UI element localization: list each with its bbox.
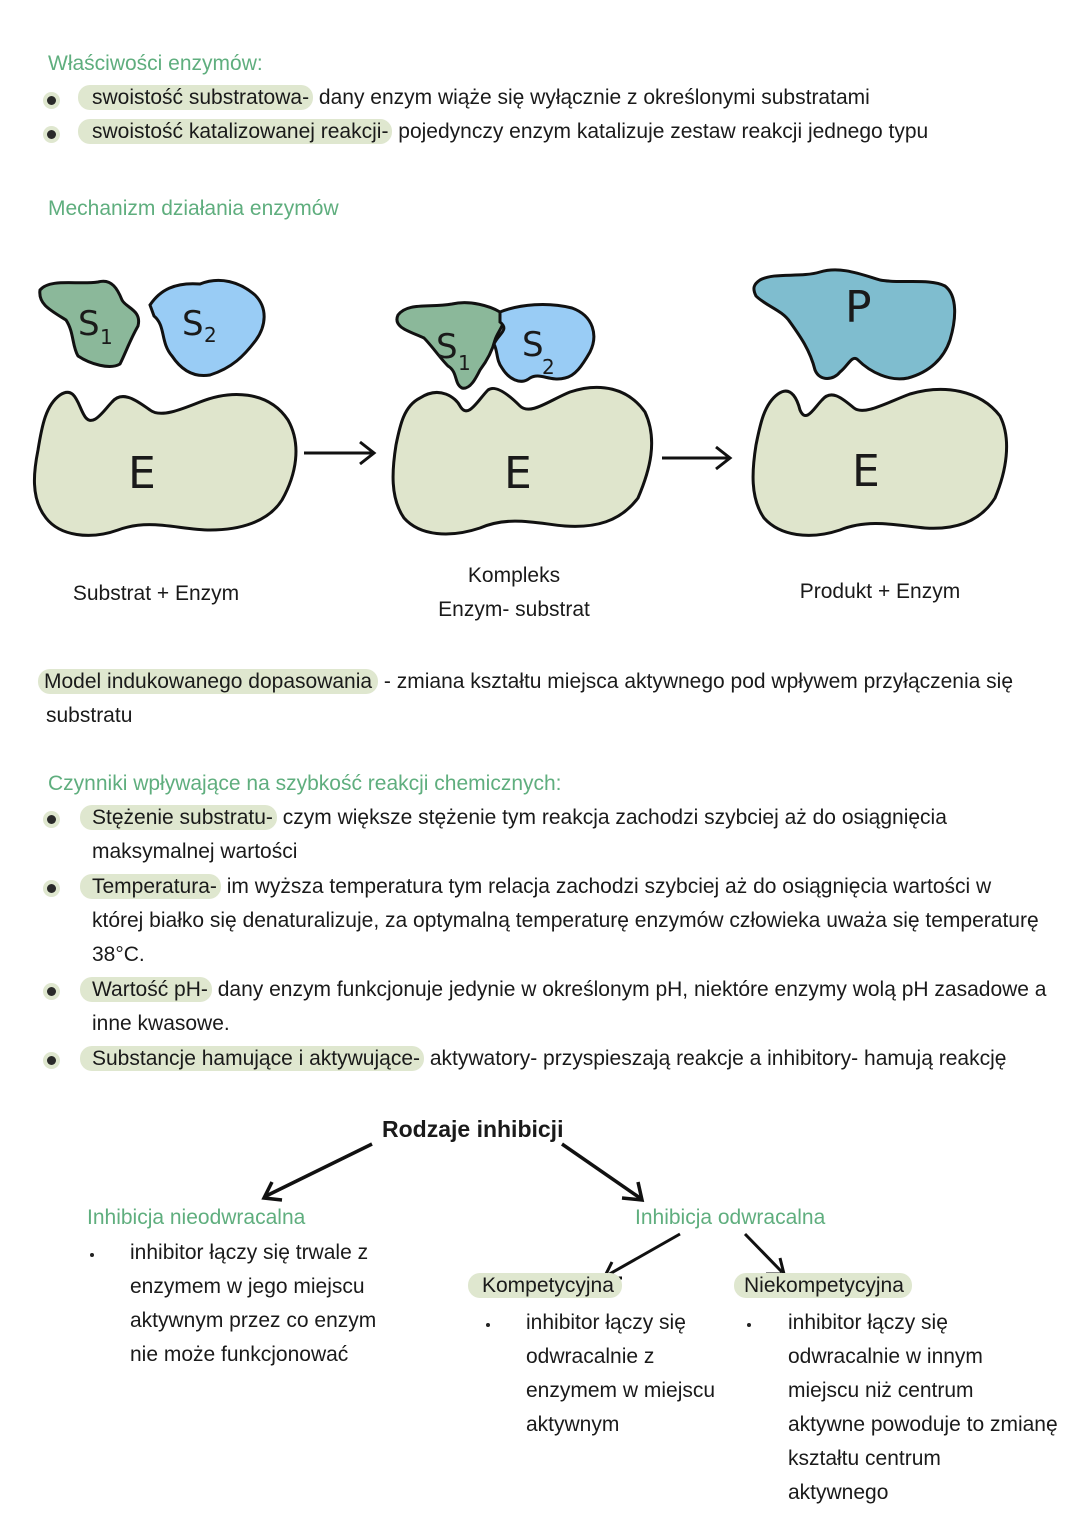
irreversible-line: inhibitor łączy się trwale z <box>130 1241 369 1264</box>
irreversible-line: aktywnym przez co enzym <box>130 1309 377 1332</box>
arrow-icon <box>745 1234 784 1274</box>
s2-label: S <box>522 325 544 365</box>
bullet-icon <box>47 96 56 105</box>
s1-index: 1 <box>458 351 471 375</box>
s1-label: S <box>78 304 100 344</box>
factors-heading: Czynniki wpływające na szybkość reakcji chemicznych: <box>48 772 562 795</box>
properties-heading: Właściwości enzymów: <box>48 52 263 75</box>
induced-fit-line2: substratu <box>46 704 133 727</box>
mechanism-diagram <box>0 260 1080 560</box>
competitive-line: enzymem w miejscu <box>526 1379 716 1402</box>
factor-item-2-cont: której białko się denaturalizuje, za optymalną temperaturę enzymów człowieka uważa się temperaturę <box>92 909 1039 932</box>
bullet-icon <box>747 1323 751 1327</box>
noncompetitive-line: miejscu niż centrum <box>788 1379 974 1402</box>
competitive-line: aktywnym <box>526 1413 620 1436</box>
property-item-2 <box>78 120 928 144</box>
factor-desc: im wyższa temperatura tym relacja zachodzi szybciej aż do osiągnięcia wartości w <box>220 875 992 898</box>
caption-complex-line2: Enzym- substrat <box>438 598 590 621</box>
caption-complex-line1: Kompleks <box>467 564 561 587</box>
property-desc: dany enzym wiąże się wyłącznie z określonymi substratami <box>313 86 870 109</box>
induced-fit-desc: - zmiana kształtu miejsca aktywnego pod wpływem przyłączenia się <box>378 670 1013 693</box>
inhibition-title: Rodzaje inhibicji <box>382 1116 564 1142</box>
factor-desc: czym większe stężenie tym reakcja zachodzi szybciej aż do osiągnięcia <box>276 806 947 829</box>
competitive-line: odwracalnie z <box>526 1345 655 1368</box>
bullet-icon <box>47 987 56 996</box>
arrow-icon <box>304 442 374 464</box>
enzyme-shape <box>34 392 296 535</box>
bullet-icon <box>47 884 56 893</box>
noncompetitive-label: Niekompetycyjna <box>734 1273 912 1298</box>
irreversible-line: enzymem w jego miejscu <box>130 1275 365 1298</box>
noncompetitive-line: kształtu centrum <box>788 1447 941 1470</box>
arrow-icon <box>662 447 730 469</box>
s2-index: 2 <box>204 323 217 347</box>
bullet-icon <box>486 1323 490 1327</box>
noncompetitive-line: aktywnego <box>788 1481 889 1504</box>
irreversible-line: nie może funkcjonować <box>130 1343 349 1366</box>
induced-fit-line1 <box>38 670 1013 694</box>
caption-product-enzyme: Produkt + Enzym <box>799 580 961 603</box>
property-desc: pojedynczy enzym katalizuje zestaw reakcji jednego typu <box>392 120 929 143</box>
enzyme-label: E <box>852 446 880 497</box>
noncompetitive-line: odwracalnie w innym <box>788 1345 983 1368</box>
factor-item-2-cont: 38°C. <box>92 943 145 966</box>
stage-substrate-enzyme <box>34 280 296 535</box>
competitive-label: Kompetycyjna <box>468 1273 622 1298</box>
mechanism-heading: Mechanizm działania enzymów <box>48 197 339 220</box>
factor-term: Wartość pH- <box>80 977 212 1002</box>
arrow-icon <box>604 1234 680 1278</box>
stage-complex <box>393 303 652 534</box>
arrow-icon <box>264 1144 372 1200</box>
factor-term: Stężenie substratu- <box>80 805 277 830</box>
enzyme-shape <box>753 389 1007 535</box>
factor-item-4 <box>80 1042 1006 1076</box>
s1-index: 1 <box>100 325 113 349</box>
arrow-icon <box>562 1144 642 1200</box>
factor-item-1-cont: maksymalnej wartości <box>92 840 298 863</box>
factor-item-3 <box>80 973 1046 1007</box>
enzyme-label: E <box>128 448 156 499</box>
property-term: swoistość katalizowanej reakcji- <box>78 119 392 144</box>
noncompetitive-label-wrap <box>734 1274 912 1298</box>
factor-desc: dany enzym funkcjonuje jedynie w określonym pH, niektóre enzymy wolą pH zasadowe a <box>211 978 1047 1001</box>
bullet-icon <box>90 1253 94 1257</box>
property-term: swoistość substratowa- <box>78 85 313 110</box>
bullet-icon <box>47 1056 56 1065</box>
stage-product-enzyme <box>753 270 1007 535</box>
caption-substrate-enzyme: Substrat + Enzym <box>72 582 240 605</box>
factor-term: Substancje hamujące i aktywujące- <box>80 1046 424 1071</box>
s2-index: 2 <box>542 355 555 379</box>
property-item-1 <box>78 86 870 110</box>
noncompetitive-line: inhibitor łączy się <box>788 1311 948 1334</box>
bullet-icon <box>47 130 56 139</box>
factor-term: Temperatura- <box>80 874 221 899</box>
noncompetitive-line: aktywne powoduje to zmianę <box>788 1413 1058 1436</box>
enzyme-label: E <box>504 448 532 499</box>
factor-item-1 <box>80 801 947 835</box>
factor-item-2 <box>80 870 991 904</box>
factor-desc: aktywatory- przyspieszają reakcje a inhibitory- hamują reakcję <box>424 1047 1007 1070</box>
competitive-line: inhibitor łączy się <box>526 1311 686 1334</box>
s1-label: S <box>436 327 458 367</box>
competitive-label-wrap <box>468 1274 622 1298</box>
s2-label: S <box>182 304 204 344</box>
irreversible-heading: Inhibicja nieodwracalna <box>87 1206 306 1229</box>
factor-item-3-cont: inne kwasowe. <box>92 1012 230 1035</box>
reversible-heading: Inhibicja odwracalna <box>635 1206 826 1229</box>
product-label: P <box>845 282 872 333</box>
bullet-icon <box>47 815 56 824</box>
induced-fit-term: Model indukowanego dopasowania <box>38 669 378 694</box>
